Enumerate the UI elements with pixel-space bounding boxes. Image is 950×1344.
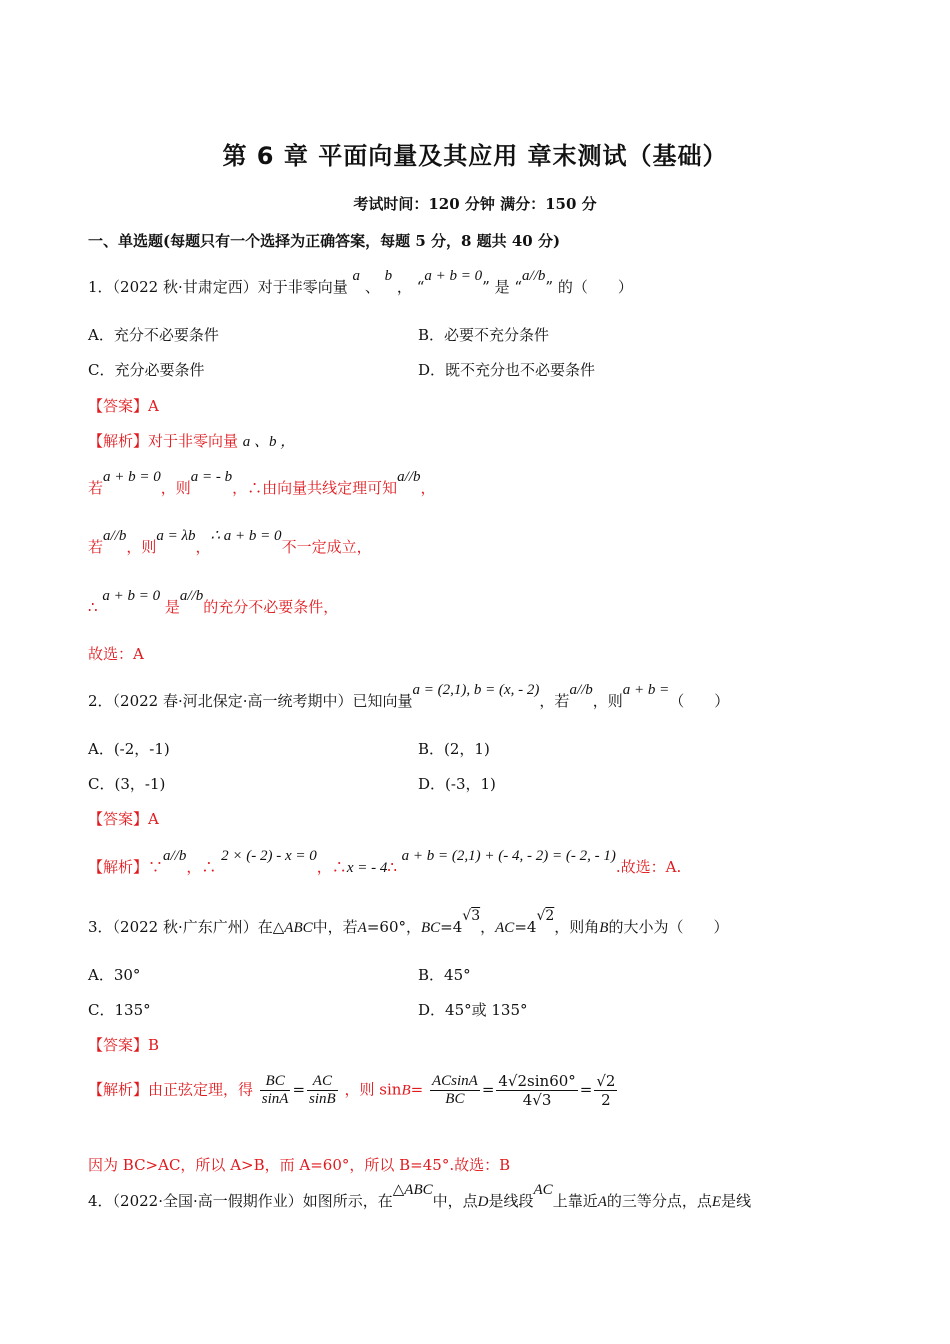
q1-text: 1．（2022 秋·甘肃定西）对于非零向量 (88, 278, 348, 296)
math: △ABC (392, 1182, 433, 1198)
sqrt-3: √3 (462, 908, 481, 924)
txt: =4 (514, 918, 537, 936)
math: a + b = 0 (102, 588, 161, 604)
q3-stem (88, 908, 729, 937)
fraction (260, 1073, 291, 1108)
txt: 上靠近 (552, 1192, 598, 1210)
math: A (597, 1194, 607, 1210)
q2-option-c: C．(3，-1) (88, 775, 166, 793)
q1-option-d: D．既不充分也不必要条件 (418, 361, 596, 379)
num: ACsinA (431, 1073, 478, 1089)
txt: ，则 sin (344, 1080, 402, 1099)
math: BC (420, 920, 441, 936)
q3-conclusion: 因为 BC>AC，所以 A>B，而 A=60°，所以 B=45°.故选：B (88, 1156, 511, 1174)
math: a//b (397, 469, 421, 485)
num: AC (307, 1073, 338, 1091)
math: x = - 4 (346, 860, 388, 876)
fraction (496, 1072, 577, 1109)
txt: =4 (440, 918, 463, 936)
num: BC (260, 1073, 291, 1091)
txt: ， (195, 538, 211, 556)
txt: 是线段 (488, 1192, 534, 1210)
cond-sum-zero: a + b = 0 (424, 268, 483, 284)
section-heading: 一、单选题(每题只有一个选择为正确答案，每题 5 分，8 题共 40 分) (88, 232, 561, 250)
txt: 4．（2022·全国·高一假期作业）如图所示，在 (88, 1192, 393, 1210)
vector-b: b (384, 268, 393, 284)
txt: ，则 (592, 692, 623, 710)
math: a//b (569, 682, 593, 698)
open-quote-2: “ (514, 278, 523, 296)
q1-tail: 的（ ） (557, 278, 633, 296)
q3-option-b: B．45° (418, 966, 471, 984)
math: AC (495, 920, 515, 936)
q3-answer: 【答案】B (88, 1036, 160, 1054)
math: a = - b (190, 469, 233, 485)
txt: ，若 (539, 692, 570, 710)
q3-explain (88, 1072, 619, 1109)
q1-explain-3 (88, 528, 372, 557)
txt: ，则 (160, 479, 191, 497)
q2-answer: 【答案】A (88, 810, 159, 828)
vector-a: a (352, 268, 361, 284)
q1-option-a: A．充分不必要条件 (88, 326, 219, 344)
radicand: 3 (471, 908, 481, 924)
q1-answer: 【答案】A (88, 397, 159, 415)
q3-option-c: C．135° (88, 1001, 151, 1019)
close-quote: ” (482, 278, 490, 296)
radicand: 2 (545, 908, 555, 924)
math: a//b (103, 528, 127, 544)
math: D (477, 1194, 489, 1210)
txt: 若 (88, 538, 104, 556)
close-quote-2: ” (545, 278, 554, 296)
q2-stem (88, 682, 730, 711)
txt: ， (480, 918, 496, 936)
txt: .故选：A. (615, 858, 682, 876)
q3-option-d: D．45°或 135° (418, 1001, 528, 1019)
math: a = (2,1), b = (x, - 2) (412, 682, 540, 698)
math: ABC (284, 920, 313, 936)
equals: = (292, 1080, 306, 1099)
q3-option-a: A．30° (88, 966, 141, 984)
den: 2 (601, 1091, 611, 1109)
txt: （ ） (669, 692, 730, 710)
txt: 是线 (721, 1192, 752, 1210)
math: a + b = 0 (103, 469, 161, 485)
txt: ，则角 (554, 918, 600, 936)
math: a = λb (156, 528, 196, 544)
math: ∴ a + b = 0 (210, 528, 282, 544)
math: AC (533, 1182, 553, 1198)
fraction (430, 1073, 480, 1108)
txt: 3．（2022 秋·广东广州）在△ (88, 918, 285, 936)
txt: 【解析】由正弦定理，得 (88, 1080, 254, 1099)
q1-stem (88, 268, 633, 297)
txt: ，∴由向量共线定理可知 (232, 479, 398, 497)
exam-info: 考试时间：120 分钟 满分：150 分 (353, 195, 597, 213)
q2-explain (88, 848, 682, 877)
math: a//b (179, 588, 204, 604)
math: A (357, 920, 367, 936)
txt: 是 (164, 598, 180, 616)
txt: ∴ (387, 858, 397, 876)
sqrt-2: √2 (536, 908, 555, 924)
math: B (401, 1082, 411, 1099)
txt: ， (420, 479, 436, 497)
txt: 中，若 (312, 918, 358, 936)
txt: 的充分不必要条件， (203, 598, 339, 616)
txt: 的三等分点，点 (606, 1192, 712, 1210)
txt: ，∴ (186, 858, 217, 876)
exp-vars: a 、b ， (242, 434, 296, 450)
num: 4√2sin60° (498, 1072, 576, 1090)
txt: 2．（2022 春·河北保定·高一统考期中）已知向量 (88, 692, 413, 710)
fraction (594, 1072, 617, 1109)
txt: 中，点 (432, 1192, 478, 1210)
math: E (711, 1194, 722, 1210)
page-title: 第 6 章 平面向量及其应用 章末测试（基础） (222, 142, 728, 170)
q2-option-b: B．(2，1) (418, 740, 490, 758)
q2-option-d: D．(-3，1) (418, 775, 496, 793)
math: B (599, 920, 609, 936)
den: sinB (309, 1091, 336, 1107)
q1-option-b: B．必要不充分条件 (418, 326, 550, 344)
q1-explain-2 (88, 469, 436, 498)
txt: 若 (88, 479, 104, 497)
q1-option-c: C．充分必要条件 (88, 361, 205, 379)
txt: 的大小为（ ） (608, 918, 729, 936)
math: 2 × (- 2) - x = 0 (221, 848, 317, 864)
txt: ，∴ (316, 858, 347, 876)
math: a + b = (622, 682, 670, 698)
math: a//b (163, 848, 187, 864)
math: a + b = (2,1) + (- 4, - 2) = (- 2, - 1) (401, 848, 616, 864)
q2-option-a: A．(-2，-1) (88, 740, 170, 758)
den: 4√3 (522, 1091, 552, 1109)
equals: = (579, 1080, 593, 1099)
txt: 不一定成立， (281, 538, 372, 556)
txt: 【解析】∵ (88, 858, 164, 876)
txt: ∴ (88, 598, 98, 616)
open-quote: “ (416, 278, 425, 296)
exp-label: 【解析】对于非零向量 (88, 432, 239, 450)
sep: 、 (364, 278, 380, 296)
fraction (307, 1073, 338, 1108)
is-text: 是 (494, 278, 510, 296)
den: BC (445, 1091, 465, 1107)
q1-explain-1 (88, 430, 295, 451)
cond-parallel: a//b (522, 268, 546, 284)
txt: ，则 (126, 538, 157, 556)
q1-choose: 故选：A (88, 645, 144, 663)
num: √2 (596, 1072, 616, 1090)
equals: = (481, 1080, 495, 1099)
q1-explain-4 (88, 588, 339, 617)
comma: ， (396, 278, 412, 296)
q4-stem (88, 1182, 752, 1211)
txt: =60°， (366, 918, 421, 936)
txt: = (410, 1080, 424, 1099)
den: sinA (261, 1091, 289, 1107)
